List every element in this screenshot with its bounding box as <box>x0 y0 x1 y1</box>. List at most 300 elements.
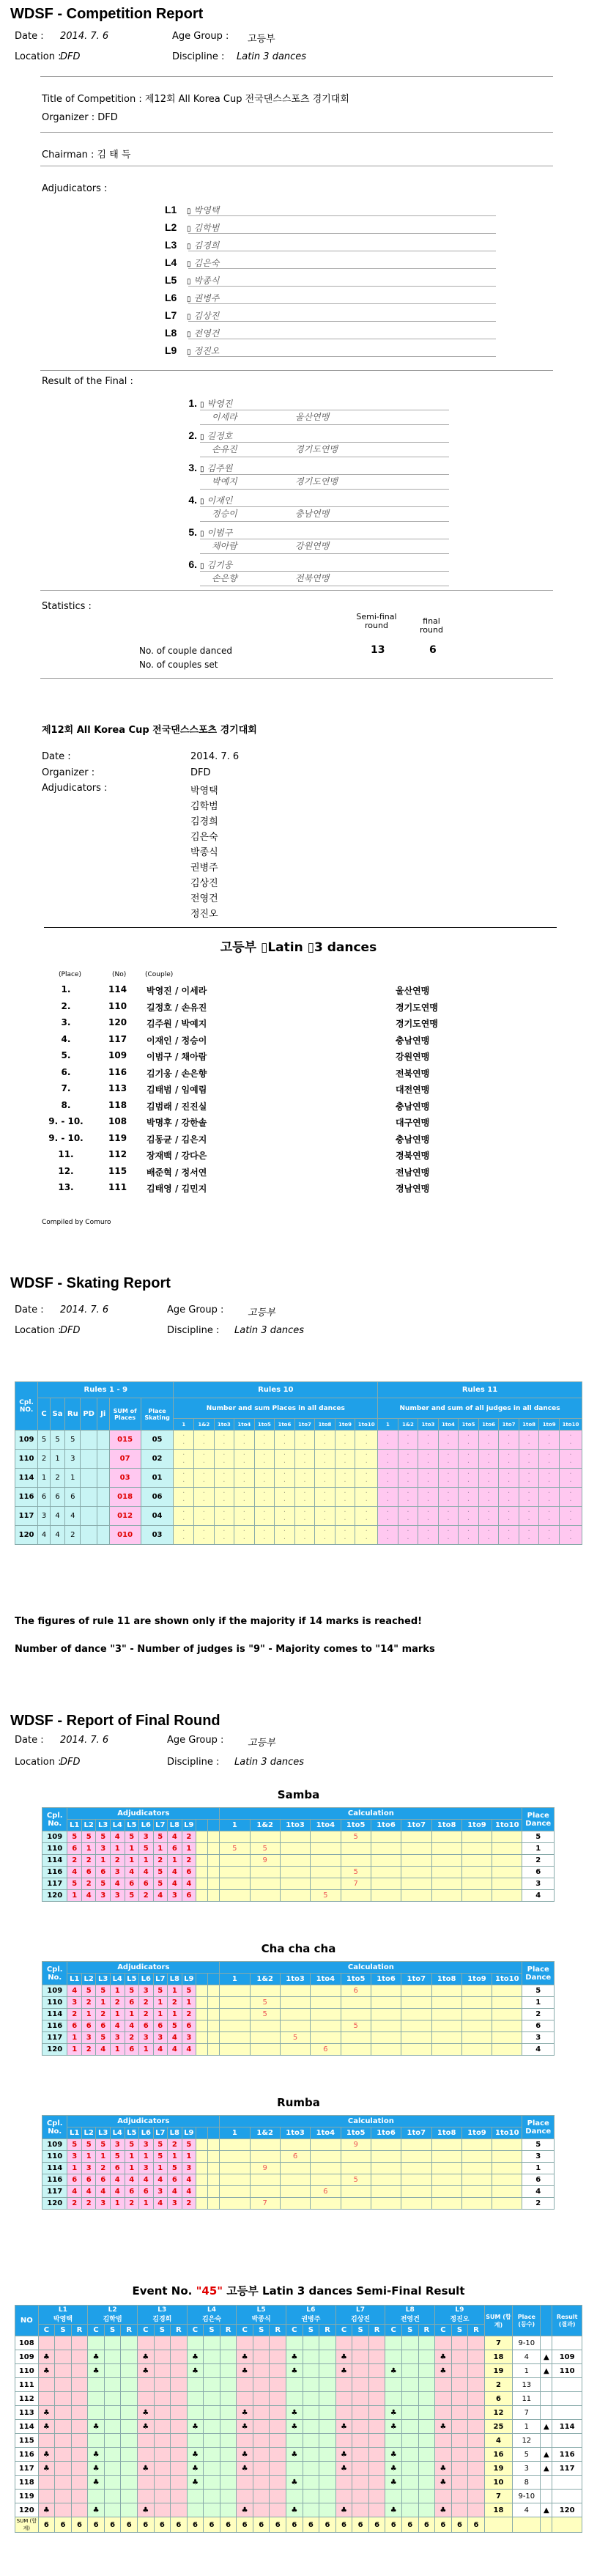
calc-cell <box>220 2032 250 2044</box>
semi-mark <box>88 2476 105 2490</box>
calc-cell <box>280 2044 310 2056</box>
semi-mark <box>368 2364 385 2378</box>
judge-header <box>38 2306 88 2325</box>
semi-mark <box>368 2503 385 2517</box>
semi-mark <box>55 2336 72 2350</box>
rule11-cell: · · <box>418 1431 439 1450</box>
adjudicator-row <box>165 309 219 322</box>
semi-mark <box>335 2448 352 2462</box>
semi-mark <box>319 2406 336 2420</box>
semi-mark <box>154 2336 171 2350</box>
calc-cell <box>461 1997 492 2009</box>
empty-cell <box>196 2032 208 2044</box>
result-place: 9. - 10. <box>48 1132 84 1143</box>
empty-cell <box>196 2044 208 2056</box>
semi-mark <box>121 2503 138 2517</box>
semi-mark <box>468 2378 485 2392</box>
rule11-cell: · · <box>559 1469 582 1488</box>
calc-cell <box>250 2186 280 2198</box>
calc-cell <box>220 1985 250 1997</box>
chairman: Chairman : 김 태 득 <box>42 150 131 160</box>
rule11-cell: · · <box>459 1431 479 1450</box>
underline <box>200 571 449 572</box>
judge-mark: 3 <box>139 1831 154 1843</box>
semi-mark <box>253 2406 270 2420</box>
cpl-no: 116 <box>15 1488 38 1507</box>
calc-col: 1to9 <box>461 2127 492 2139</box>
semi-mark <box>319 2336 336 2350</box>
semi-mark <box>71 2448 88 2462</box>
calc-col: 1 <box>220 2127 250 2139</box>
table-row <box>15 2364 582 2378</box>
judge-name: 정진오 <box>450 2316 470 2323</box>
judge-code: L1 <box>58 2306 67 2314</box>
semi-mark <box>451 2503 468 2517</box>
competition-title-label: Title of Competition : 제12회 All Korea Cup 전국댄스스포츠 경기대회 <box>42 94 349 105</box>
calc-cell <box>431 1831 461 1843</box>
judge-name: 김경희 <box>152 2316 172 2323</box>
semi-mark <box>435 2490 452 2503</box>
final-line <box>171 443 478 456</box>
compiled-by: Compiled by Comuro <box>42 1219 111 1226</box>
location-value: DFD <box>60 51 81 62</box>
majority-note: Number of dance "3" - Number of judges is "9" - Majority comes to "14" marks <box>15 1644 435 1655</box>
dance-place: 6 <box>522 2020 555 2032</box>
rule10-sub: Number and sum Places in all dances <box>174 1398 378 1419</box>
skating-place: 03 <box>141 1526 174 1545</box>
semi-mark <box>286 2462 303 2476</box>
dance-place: 6 <box>50 1488 64 1507</box>
semi-mark <box>451 2434 468 2448</box>
semi-mark <box>237 2350 253 2364</box>
semi-mark <box>55 2392 72 2406</box>
calc-cell <box>371 2198 401 2210</box>
cpl-header: Cpl. No. <box>42 2116 67 2139</box>
semi-mark <box>154 2503 171 2517</box>
judge-mark: 3 <box>168 2198 182 2210</box>
judge-mark: 3 <box>168 1890 182 1902</box>
semi-no: 109 <box>15 2350 39 2364</box>
judge-col: L6 <box>139 1820 154 1831</box>
table-row <box>42 1997 555 2009</box>
rule11-cell: · · <box>378 1526 398 1545</box>
semi-mark <box>154 2350 171 2364</box>
judge-mark: 6 <box>182 1890 196 1902</box>
semi-mark <box>253 2448 270 2462</box>
judge-col: L4 <box>110 1974 125 1985</box>
skating-place: 05 <box>141 1431 174 1450</box>
semi-mark <box>71 2406 88 2420</box>
final-place: 4. <box>188 494 197 506</box>
dance-place: 4 <box>38 1526 51 1545</box>
semi-place: 1 <box>513 2364 541 2378</box>
sum-val: 6 <box>368 2517 385 2533</box>
semi-no: 119 <box>15 2490 39 2503</box>
calc-cell <box>280 1997 310 2009</box>
semi-mark <box>253 2378 270 2392</box>
sum-val: 6 <box>418 2517 435 2533</box>
adjudicator-row <box>165 221 219 234</box>
semi-mark <box>401 2434 418 2448</box>
club-mark-icon: ♣ <box>191 2478 199 2487</box>
fr-disc-label: Discipline : <box>167 1757 220 1768</box>
semi-result <box>552 2392 582 2406</box>
result-place: 4. <box>61 1033 71 1044</box>
dance-name: Cha cha cha <box>261 1942 336 1955</box>
sub-col: C <box>237 2325 253 2336</box>
empty-cell <box>208 1843 220 1855</box>
semi-mark <box>335 2462 352 2476</box>
cpl-header: Cpl. NO. <box>15 1382 38 1431</box>
semi-mark <box>335 2476 352 2490</box>
calc-cell <box>492 2009 522 2020</box>
judge-header <box>88 2306 138 2325</box>
dance-place <box>97 1469 109 1488</box>
semi-mark <box>303 2434 319 2448</box>
judge-mark: 1 <box>182 2151 196 2163</box>
semi-mark <box>121 2350 138 2364</box>
rule10-cell: · · <box>214 1469 234 1488</box>
calc-cell <box>311 2139 341 2151</box>
judge-mark: 4 <box>139 1867 154 1878</box>
semi-place: 12 <box>513 2434 541 2448</box>
rule10-cell: · · <box>335 1507 355 1526</box>
table-row <box>15 2490 582 2503</box>
calc-cell <box>431 2198 461 2210</box>
calc-cell <box>341 2163 371 2174</box>
semi-mark <box>104 2336 121 2350</box>
judge-col: L2 <box>81 1974 96 1985</box>
judge-header <box>237 2306 286 2325</box>
semi-mark <box>204 2350 220 2364</box>
result-club: 경기도연맹 <box>396 1002 438 1013</box>
final-place: 1. <box>188 397 197 409</box>
semi-mark <box>38 2364 55 2378</box>
judge-mark: 1 <box>153 2163 168 2174</box>
semi-mark <box>468 2503 485 2517</box>
semi-mark <box>286 2392 303 2406</box>
judge-col: L3 <box>96 1974 111 1985</box>
calc-cell <box>461 1867 492 1878</box>
judge-mark: 3 <box>182 2032 196 2044</box>
semi-mark <box>319 2476 336 2490</box>
semi-no: 112 <box>15 2392 39 2406</box>
semi-mark <box>220 2503 237 2517</box>
dance-place: 4 <box>65 1507 81 1526</box>
rule11-cell: · · <box>459 1507 479 1526</box>
judge-mark: 4 <box>96 2044 111 2056</box>
calc-cell <box>461 1878 492 1890</box>
judge-mark: 6 <box>182 2020 196 2032</box>
sum-val: 6 <box>55 2517 72 2533</box>
dance-grid <box>42 2115 555 2210</box>
final-line <box>171 507 478 520</box>
adjudicator-name: 박영택 <box>193 205 220 215</box>
empty-cell <box>513 2517 541 2533</box>
semi-mark <box>137 2406 154 2420</box>
result-club: 대전연맹 <box>396 1085 430 1095</box>
judge-mark: 6 <box>168 1843 182 1855</box>
judge-mark: 1 <box>153 2009 168 2020</box>
semi-mark <box>187 2420 204 2434</box>
rule11-cell: · · <box>499 1431 519 1450</box>
judge-mark: 1 <box>153 1997 168 2009</box>
judge-col: L7 <box>153 2127 168 2139</box>
table-row <box>42 2139 555 2151</box>
semi-result <box>552 2336 582 2350</box>
semi-mark <box>187 2336 204 2350</box>
rule11-cell: · · <box>499 1507 519 1526</box>
semi-mark <box>71 2462 88 2476</box>
adjudicator-code: L1 <box>165 204 177 215</box>
place-header: Place Dance <box>522 2116 555 2139</box>
final-mark: ▯ <box>200 530 204 538</box>
cpl-no: 116 <box>42 2020 67 2032</box>
dance-place: 4 <box>522 2044 555 2056</box>
judge-mark: 3 <box>96 2198 111 2210</box>
results-date: 2014. 7. 6 <box>190 751 240 762</box>
semi-result <box>552 2490 582 2503</box>
triangle-icon: ▲ <box>544 2464 549 2473</box>
judge-col: L7 <box>153 1820 168 1831</box>
semi-mark <box>104 2364 121 2378</box>
semi-mark <box>418 2490 435 2503</box>
calc-col: 1to9 <box>461 1974 492 1985</box>
calc-col-header: 1to4 <box>234 1419 255 1431</box>
calc-cell <box>431 2163 461 2174</box>
divider <box>40 590 553 591</box>
club-mark-icon: ♣ <box>390 2366 397 2375</box>
calc-cell: 9 <box>250 1855 280 1867</box>
club-mark-icon: ♣ <box>390 2450 397 2459</box>
semi-mark <box>237 2490 253 2503</box>
sub-col: R <box>468 2325 485 2336</box>
semi-mark <box>335 2336 352 2350</box>
semi-mark <box>187 2462 204 2476</box>
calc-cell: 5 <box>250 1843 280 1855</box>
qualify-marker <box>541 2448 552 2462</box>
couples-set-label: No. of couples set <box>139 660 218 670</box>
semi-mark <box>303 2350 319 2364</box>
sk-date-label: Date : <box>15 1304 44 1315</box>
calc-cell <box>371 1831 401 1843</box>
semi-mark <box>55 2420 72 2434</box>
semi-mark <box>38 2420 55 2434</box>
semi-mark <box>451 2406 468 2420</box>
result-no: 116 <box>108 1066 127 1077</box>
sub-col: R <box>319 2325 336 2336</box>
judge-col: L5 <box>125 1820 139 1831</box>
semi-mark <box>71 2420 88 2434</box>
calc-col: 1to5 <box>341 2127 371 2139</box>
triangle-icon: ▲ <box>544 2422 549 2431</box>
judge-code: L8 <box>405 2306 415 2314</box>
semi-mark <box>319 2364 336 2378</box>
semi-mark <box>385 2336 402 2350</box>
calc-cell <box>492 1878 522 1890</box>
rule10-cell: · · <box>174 1450 194 1469</box>
judge-mark: 6 <box>153 2020 168 2032</box>
semi-mark <box>88 2364 105 2378</box>
semi-no: 117 <box>15 2462 39 2476</box>
semi-mark <box>401 2364 418 2378</box>
judge-mark: 2 <box>96 2009 111 2020</box>
sub-col: S <box>55 2325 72 2336</box>
table-row <box>42 2044 555 2056</box>
semi-mark <box>137 2364 154 2378</box>
calc-cell <box>401 1878 431 1890</box>
judge-mark: 6 <box>81 1867 96 1878</box>
calc-col-header: 1to3 <box>214 1419 234 1431</box>
club-mark-icon: ♣ <box>142 2408 149 2417</box>
results-adjudicator: 박종식 <box>190 847 218 858</box>
sum-val: 6 <box>401 2517 418 2533</box>
semi-mark <box>237 2378 253 2392</box>
semi-place: 5 <box>513 2448 541 2462</box>
age-group-value: 고등부 <box>248 34 275 45</box>
sub-col: R <box>71 2325 88 2336</box>
club-mark-icon: ♣ <box>92 2450 100 2459</box>
sub-col: R <box>220 2325 237 2336</box>
calc-cell <box>371 1985 401 1997</box>
judge-mark: 3 <box>139 1985 154 1997</box>
semi-mark <box>286 2420 303 2434</box>
calc-cell <box>461 2174 492 2186</box>
judge-mark: 2 <box>81 1855 96 1867</box>
final-club: 강원연맹 <box>295 541 330 551</box>
calc-col-header: 1to5 <box>254 1419 275 1431</box>
calc-cell <box>371 1878 401 1890</box>
semi-mark <box>286 2448 303 2462</box>
judge-header <box>335 2306 385 2325</box>
semi-mark <box>154 2490 171 2503</box>
judge-col: L8 <box>168 2127 182 2139</box>
final-line <box>171 429 478 443</box>
judge-mark: 6 <box>96 1867 111 1878</box>
place-header: Place Dance <box>522 1808 555 1831</box>
semi-mark <box>303 2503 319 2517</box>
skating-place: 01 <box>141 1469 174 1488</box>
semi-mark <box>270 2364 286 2378</box>
semi-mark <box>38 2490 55 2503</box>
semi-mark <box>121 2420 138 2434</box>
semi-mark <box>154 2476 171 2490</box>
semi-mark <box>286 2378 303 2392</box>
semi-mark <box>220 2434 237 2448</box>
calc-cell <box>461 2044 492 2056</box>
semi-mark <box>71 2392 88 2406</box>
club-mark-icon: ♣ <box>241 2506 248 2514</box>
semi-mark <box>385 2490 402 2503</box>
sub-col: S <box>352 2325 369 2336</box>
dance-place: 1 <box>522 1843 555 1855</box>
judge-mark: 5 <box>96 1985 111 1997</box>
semi-result: 109 <box>552 2350 582 2364</box>
semi-mark <box>435 2406 452 2420</box>
date-value: 2014. 7. 6 <box>60 31 109 42</box>
semi-mark <box>237 2462 253 2476</box>
semi-mark <box>137 2434 154 2448</box>
judge-name: 박종식 <box>251 2316 271 2323</box>
results-adjudicator: 김경희 <box>190 816 218 827</box>
final-line <box>171 558 478 572</box>
empty-cell <box>196 1985 208 1997</box>
dance-place: 6 <box>65 1488 81 1507</box>
semi-mark <box>385 2406 402 2420</box>
semi-mark <box>253 2350 270 2364</box>
semi-mark <box>187 2378 204 2392</box>
semi-mark <box>204 2476 220 2490</box>
judge-mark: 2 <box>110 1997 125 2009</box>
semi-mark <box>204 2448 220 2462</box>
semi-mark <box>137 2490 154 2503</box>
underline <box>200 521 449 522</box>
calc-cell <box>461 1843 492 1855</box>
semi-mark <box>451 2392 468 2406</box>
rule11-cell: · · <box>418 1469 439 1488</box>
rule10-cell: · · <box>315 1507 335 1526</box>
judge-mark: 1 <box>139 2044 154 2056</box>
semi-mark <box>303 2392 319 2406</box>
fr-disc: Latin 3 dances <box>234 1757 305 1768</box>
rule10-cell: · · <box>315 1431 335 1450</box>
underline <box>200 442 449 443</box>
club-mark-icon: ♣ <box>440 2422 447 2431</box>
adjudicator-name: 김경희 <box>193 240 220 251</box>
rule10-cell: · · <box>234 1450 255 1469</box>
dance-place: 1 <box>65 1469 81 1488</box>
calc-cell <box>280 1843 310 1855</box>
semi-mark <box>303 2364 319 2378</box>
semi-mark <box>270 2336 286 2350</box>
qualify-marker <box>541 2378 552 2392</box>
club-mark-icon: ♣ <box>142 2506 149 2514</box>
semi-no: 115 <box>15 2434 39 2448</box>
judge-mark: 3 <box>81 2032 96 2044</box>
semi-mark <box>204 2503 220 2517</box>
semi-mark <box>204 2336 220 2350</box>
calc-cell <box>461 2139 492 2151</box>
semi-mark <box>468 2392 485 2406</box>
table-row <box>42 1867 555 1878</box>
semi-result <box>552 2406 582 2420</box>
empty-cell <box>196 2020 208 2032</box>
final-club: 경기도연맹 <box>295 444 338 454</box>
dance-place: 4 <box>522 2186 555 2198</box>
header-row <box>42 2116 555 2127</box>
sum-val: 6 <box>137 2517 154 2533</box>
semi-mark <box>104 2462 121 2476</box>
judge-mark: 3 <box>139 2163 154 2174</box>
judge-mark: 1 <box>168 1985 182 1997</box>
sum-places: 07 <box>109 1450 141 1469</box>
calc-col: 1to7 <box>401 1974 431 1985</box>
table-row <box>42 1855 555 1867</box>
calc-cell <box>371 2174 401 2186</box>
calc-cell <box>280 2139 310 2151</box>
semi-mark <box>253 2364 270 2378</box>
qualify-marker <box>541 2420 552 2434</box>
calc-cell <box>280 1855 310 1867</box>
header-row <box>42 1974 555 1985</box>
semi-mark <box>385 2378 402 2392</box>
rule11-cell: · · <box>478 1431 499 1450</box>
judge-mark: 2 <box>139 2009 154 2020</box>
calc-col-header: 1to9 <box>335 1419 355 1431</box>
results-adjudicator: 김은숙 <box>190 832 218 843</box>
table-row <box>42 2198 555 2210</box>
result-couple: 김동균 / 김은지 <box>147 1134 207 1145</box>
